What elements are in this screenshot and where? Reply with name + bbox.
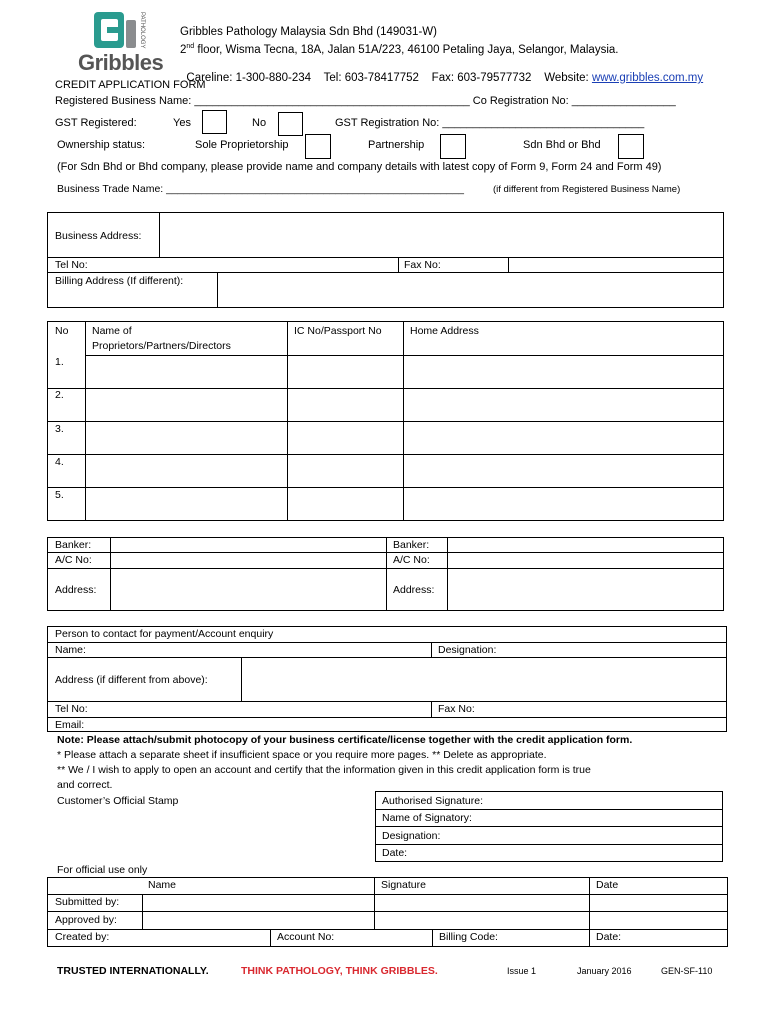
ac-no-label-left: A/C No: xyxy=(55,554,92,566)
footer-code: GEN-SF-110 xyxy=(661,966,713,976)
contact-email-label: Email: xyxy=(55,719,85,731)
col-name-header-1: Name of xyxy=(92,325,132,337)
company-address: 2nd floor, Wisma Tecna, 18A, Jalan 51A/223, 46100 Petaling Jaya, Selangor, Malaysia. xyxy=(180,43,619,56)
bank-address-label-right: Address: xyxy=(393,584,435,596)
sole-checkbox[interactable] xyxy=(305,134,331,159)
partnership-checkbox[interactable] xyxy=(440,134,466,159)
registered-name-field[interactable]: Registered Business Name: _____________________________________________ Co Registration No: _________________ xyxy=(55,95,676,107)
ownership-label: Ownership status: xyxy=(57,139,146,151)
signatory-designation-label: Designation: xyxy=(382,830,441,842)
partnership-label: Partnership xyxy=(368,139,425,151)
banker-label-left: Banker: xyxy=(55,539,92,551)
contact-person-label: Person to contact for payment/Account enquiry xyxy=(55,628,274,640)
ac-no-label-right: A/C No: xyxy=(393,554,430,566)
contact-designation-label: Designation: xyxy=(438,644,497,656)
official-date-header: Date xyxy=(596,879,619,891)
business-address-label: Business Address: xyxy=(55,230,142,242)
trade-name-field[interactable]: Business Trade Name: ___________________________________________________ xyxy=(57,183,464,195)
note-certify-1: ** We / I wish to apply to open an account and certify that the information given in this credit application form is true xyxy=(57,764,591,776)
col-no-header: No xyxy=(55,325,69,337)
official-name-header: Name xyxy=(148,879,177,891)
contact-address-label: Address (if different from above): xyxy=(55,674,208,686)
gst-registration-field[interactable]: GST Registration No: _________________________________ xyxy=(335,117,645,129)
bank-address-label-left: Address: xyxy=(55,584,97,596)
attach-note: Note: Please attach/submit photocopy of your business certificate/license together with the credit application form. xyxy=(57,734,633,746)
created-date-label: Date: xyxy=(596,931,622,943)
billing-code-label: Billing Code: xyxy=(439,931,498,943)
website-link[interactable]: www.gribbles.com.my xyxy=(591,72,704,84)
row-number-1: 1. xyxy=(55,356,64,368)
note-certify-2: and correct. xyxy=(57,779,113,791)
gst-registered-label: GST Registered: xyxy=(55,117,137,129)
account-no-label: Account No: xyxy=(277,931,335,943)
form-title: CREDIT APPLICATION FORM xyxy=(55,79,206,91)
gst-no-checkbox[interactable] xyxy=(278,112,303,136)
signatory-date-label: Date: xyxy=(382,847,408,859)
sole-label: Sole Proprietorship xyxy=(195,139,289,151)
col-address-header: Home Address xyxy=(410,325,479,337)
company-contact: Careline: 1-300-880-234 Tel: 603-78417752 Fax: 603-79577732 Website: www.gribbles.com.my xyxy=(186,72,704,84)
contact-name-label: Name: xyxy=(55,644,86,656)
col-ic-header: IC No/Passport No xyxy=(294,325,382,337)
signatory-name-label: Name of Signatory: xyxy=(382,812,472,824)
row-number-3: 3. xyxy=(55,423,64,435)
banker-label-right: Banker: xyxy=(393,539,430,551)
row-number-2: 2. xyxy=(55,389,64,401)
note-separate-sheet: * Please attach a separate sheet if insufficient space or you require more pages. ** Delete as appropriate. xyxy=(57,749,547,761)
approved-by-label: Approved by: xyxy=(55,914,117,926)
svg-text:PATHOLOGY: PATHOLOGY xyxy=(139,12,145,49)
business-address-input[interactable] xyxy=(161,214,722,255)
submitted-by-label: Submitted by: xyxy=(55,896,120,908)
footer-date: January 2016 xyxy=(577,966,632,976)
footer-trusted: TRUSTED INTERNATIONALLY. xyxy=(57,965,209,977)
footer-slogan: THINK PATHOLOGY, THINK GRIBBLES. xyxy=(241,965,438,977)
sdn-label: Sdn Bhd or Bhd xyxy=(523,139,601,151)
contact-fax-label: Fax No: xyxy=(438,703,475,715)
row-number-5: 5. xyxy=(55,489,64,501)
logo-text: Gribbles xyxy=(78,50,164,75)
billing-address-label: Billing Address (If different): xyxy=(55,275,184,287)
company-logo xyxy=(78,10,162,76)
billing-address-input[interactable] xyxy=(219,274,722,306)
contact-tel-label: Tel No: xyxy=(55,703,88,715)
gst-yes-label: Yes xyxy=(173,117,191,129)
official-signature-header: Signature xyxy=(381,879,426,891)
company-name: Gribbles Pathology Malaysia Sdn Bhd (149031-W) xyxy=(180,26,437,38)
fax-label: Fax No: xyxy=(404,259,441,271)
official-use-title: For official use only xyxy=(57,864,148,876)
official-stamp-label: Customer’s Official Stamp xyxy=(57,795,179,807)
sdn-note: (For Sdn Bhd or Bhd company, please provide name and company details with latest copy of Form 9, Form 24 and Form 49) xyxy=(57,161,662,173)
sdn-checkbox[interactable] xyxy=(618,134,644,159)
footer-issue: Issue 1 xyxy=(507,966,537,976)
gst-no-label: No xyxy=(252,117,267,129)
authorised-signature-label: Authorised Signature: xyxy=(382,795,483,807)
tel-label: Tel No: xyxy=(55,259,88,271)
trade-name-note: (if different from Registered Business Name) xyxy=(493,184,681,195)
row-number-4: 4. xyxy=(55,456,64,468)
gst-yes-checkbox[interactable] xyxy=(202,110,227,134)
col-name-header-2: Proprietors/Partners/Directors xyxy=(92,340,231,352)
created-by-label: Created by: xyxy=(55,931,110,943)
